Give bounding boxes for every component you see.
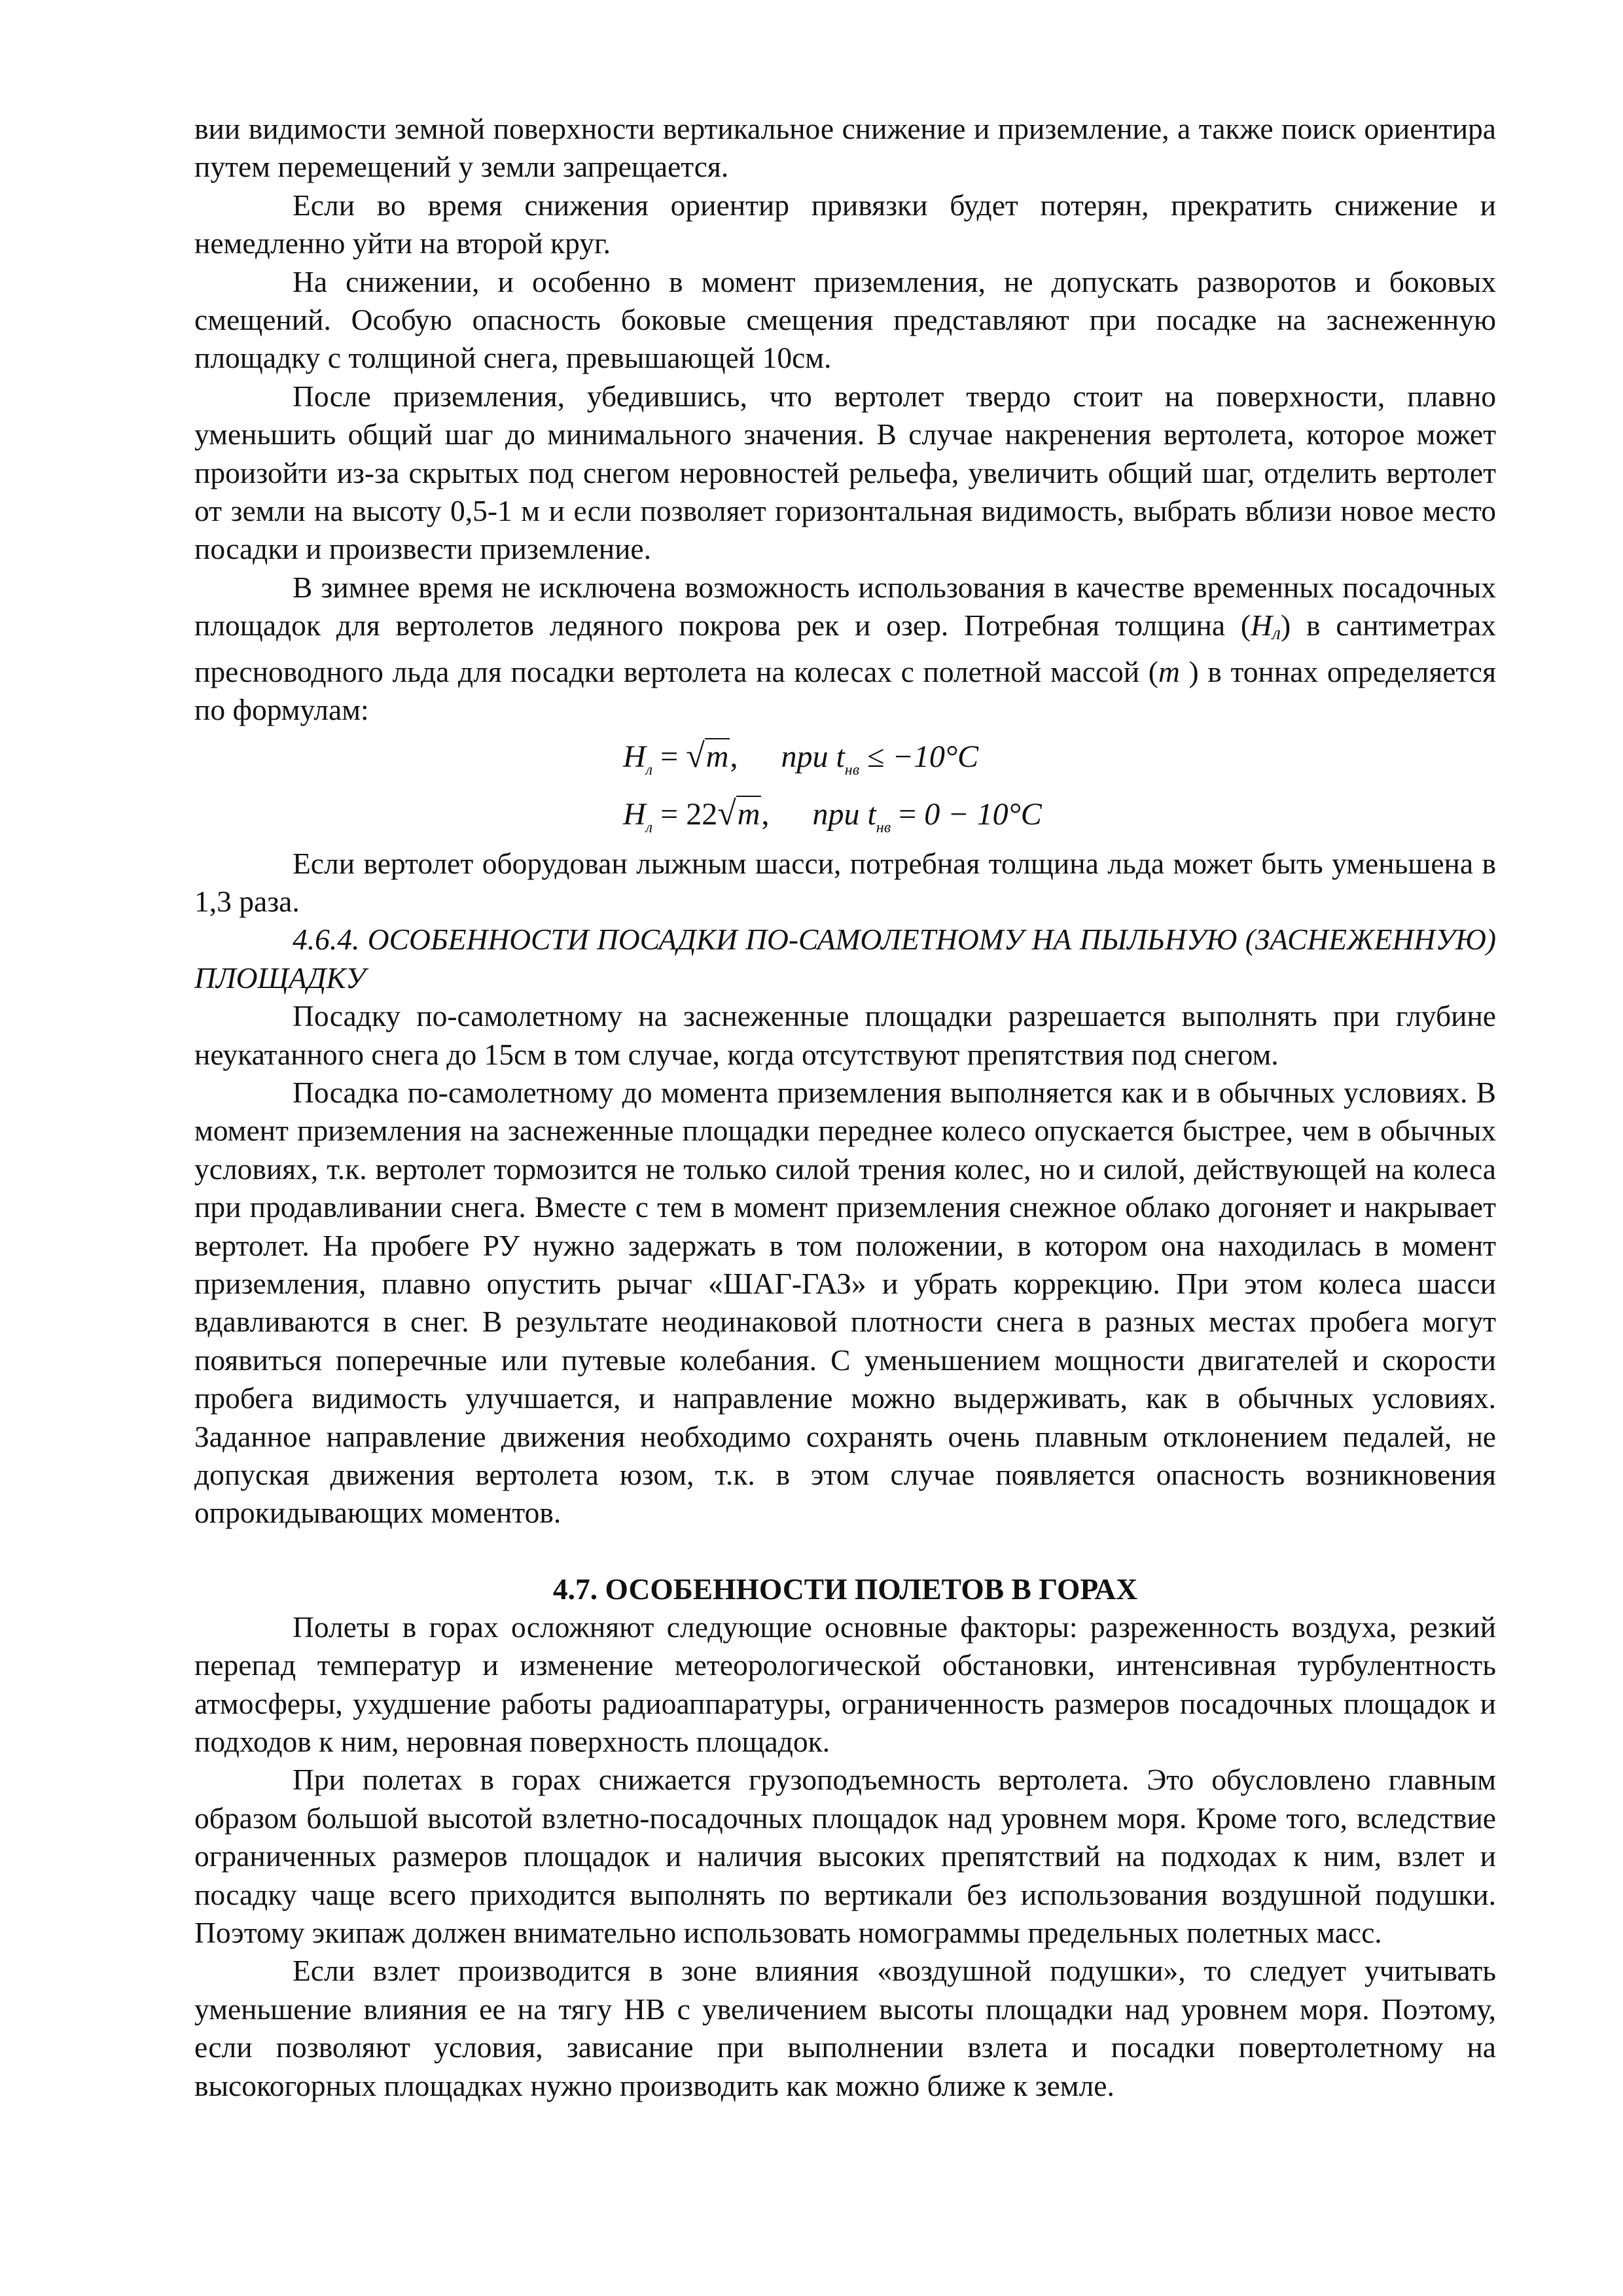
paragraph-11: Если взлет производится в зоне влияния «воздушной подушки», то следует учитывать уменьшение влияния ее на тягу НВ с увеличением высоты площадки над уровнем моря. Поэтому, если позволяют условия, зависание при выполнении взлета и посадки повертолетному на высокогорных площадках нужно производить как можно ближе к земле. [194, 1954, 1496, 2102]
paragraph-1: вии видимости земной поверхности вертикальное снижение и приземление, а также поиск ориентира путем перемещений у земли запрещается. [194, 112, 1496, 184]
paragraph-4: После приземления, убедившись, что вертолет твердо стоит на поверхности, плавно уменьшить общий шаг до минимального значения. В случае накренения вертолета, которое может произойти из-за скрытых под снегом неровностей рельефа, увеличить общий шаг, отделить вертолет от земли на высоту 0,5-1 м и если позволяет горизонтальная видимость, выбрать вблизи новое место посадки и произвести приземление. [194, 379, 1496, 566]
paragraph-10: При полетах в горах снижается грузоподъемность вертолета. Это обусловлено главным образом большой высотой взлетно-посадочных площадок над уровнем моря. Кроме того, вследствие ограниченных размеров площадок и наличия высоких препятствий на подходах к ним, взлет и посадку чаще всего приходится выполнять по вертикали без использования воздушной подушки. Поэтому экипаж должен внимательно использовать номограммы предельных полетных масс. [194, 1763, 1496, 1950]
ice-text-part1: В зимнее время не исключена возможность использования в качестве временных посадочных площадок для вертолетов ледяного покрова рек и озер. Потребная толщина ( [194, 570, 1496, 643]
ice-text-part3: ) в тоннах определяется по формулам: [194, 654, 1496, 727]
formula-1-cond-value: −10°C [892, 739, 979, 774]
formula-1-sqrt: √m [686, 737, 729, 775]
formula-1-cond-word: при [781, 739, 829, 774]
formula-2-cond-value: 0 − 10°C [924, 796, 1042, 832]
paragraph-8: Посадка по-самолетному до момента приземления выполняется как и в обычных условиях. В момент приземления на заснеженные площадки переднее колесо опускается быстрее, чем в обычных условиях, т.к. вертолет тормозится не только силой трения колес, но и силой, действующей на колеса при продавливании снега. Вместе с тем в момент приземления снежное облако догоняет и накрывает вертолет. На пробеге РУ нужно задержать в том положении, в котором она находилась в момент приземления, плавно опустить рычаг «ШАГ-ГАЗ» и убрать коррекцию. При этом колеса шасси вдавливаются в снег. В результате неодинаковой плотности снега в разных местах пробега могут появиться поперечные или путевые колебания. С уменьшением мощности двигателей и скорости пробега видимость улучшается, и направление можно выдерживать, как в обычных условиях. Заданное направление движения необходимо сохранять очень плавным отклонением педалей, не допуская движения вертолета юзом, т.к. в этом случае появляется опасность возникновения опрокидывающих моментов. [194, 1075, 1496, 1530]
paragraph-2: Если во время снижения ориентир привязки будет потерян, прекратить снижение и немедленно уйти на второй круг. [194, 188, 1496, 260]
subsection-heading: 4.6.4. ОСОБЕННОСТИ ПОСАДКИ ПО-САМОЛЕТНОМУ НА ПЫЛЬНУЮ (ЗАСНЕЖЕННУЮ) ПЛОЩАДКУ [194, 923, 1496, 995]
formula-1-lhs: H [623, 739, 646, 774]
document-page [194, 110, 1496, 2105]
paragraph-ski-chassis: Если вертолет оборудован лыжным шасси, потребная толщина льда может быть уменьшена в 1,3 раза. [194, 846, 1496, 918]
formula-1: $H_л = √m$, при $t_{нв} \le -10^\circ C$ [623, 737, 979, 779]
formula-2: $H_л = 22√m$, при $t_{нв} = 0 - 10^\circ C$ [623, 794, 1042, 836]
formula-2-lhs: H [623, 796, 646, 832]
paragraph-ice-thickness [194, 569, 1496, 730]
section-heading: 4.7. ОСОБЕННОСТИ ПОЛЕТОВ В ГОРАХ [552, 1572, 1138, 1606]
paragraph-9: Полеты в горах осложняют следующие основные факторы: разреженность воздуха, резкий перепад температур и изменение метеорологической обстановки, интенсивная турбулентность атмосферы, ухудшение работы радиоаппаратуры, ограниченность размеров посадочных площадок и подходов к ним, неровная поверхность площадок. [194, 1610, 1496, 1759]
formula-2-cond-word: при [812, 796, 860, 832]
paragraph-3: На снижении, и особенно в момент приземления, не допускать разворотов и боковых смещений. Особую опасность боковые смещения представляют при посадке на заснеженную площадку с толщиной снега, превышающей 10см. [194, 264, 1496, 375]
paragraph-7: Посадку по-самолетному на заснеженные площадки разрешается выполнять при глубине неукатанного снега до 15см в том случае, когда отсутствуют препятствия под снегом. [194, 999, 1496, 1071]
ice-symbol-m: m [1158, 654, 1180, 688]
formula-2-sqrt: √m [717, 794, 760, 832]
ice-symbol-h: $Н_л$ [1251, 609, 1281, 645]
ice-text-part2: ) в сантиметрах пресноводного льда для посадки вертолета на колесах с полетной массой ( [194, 609, 1497, 688]
